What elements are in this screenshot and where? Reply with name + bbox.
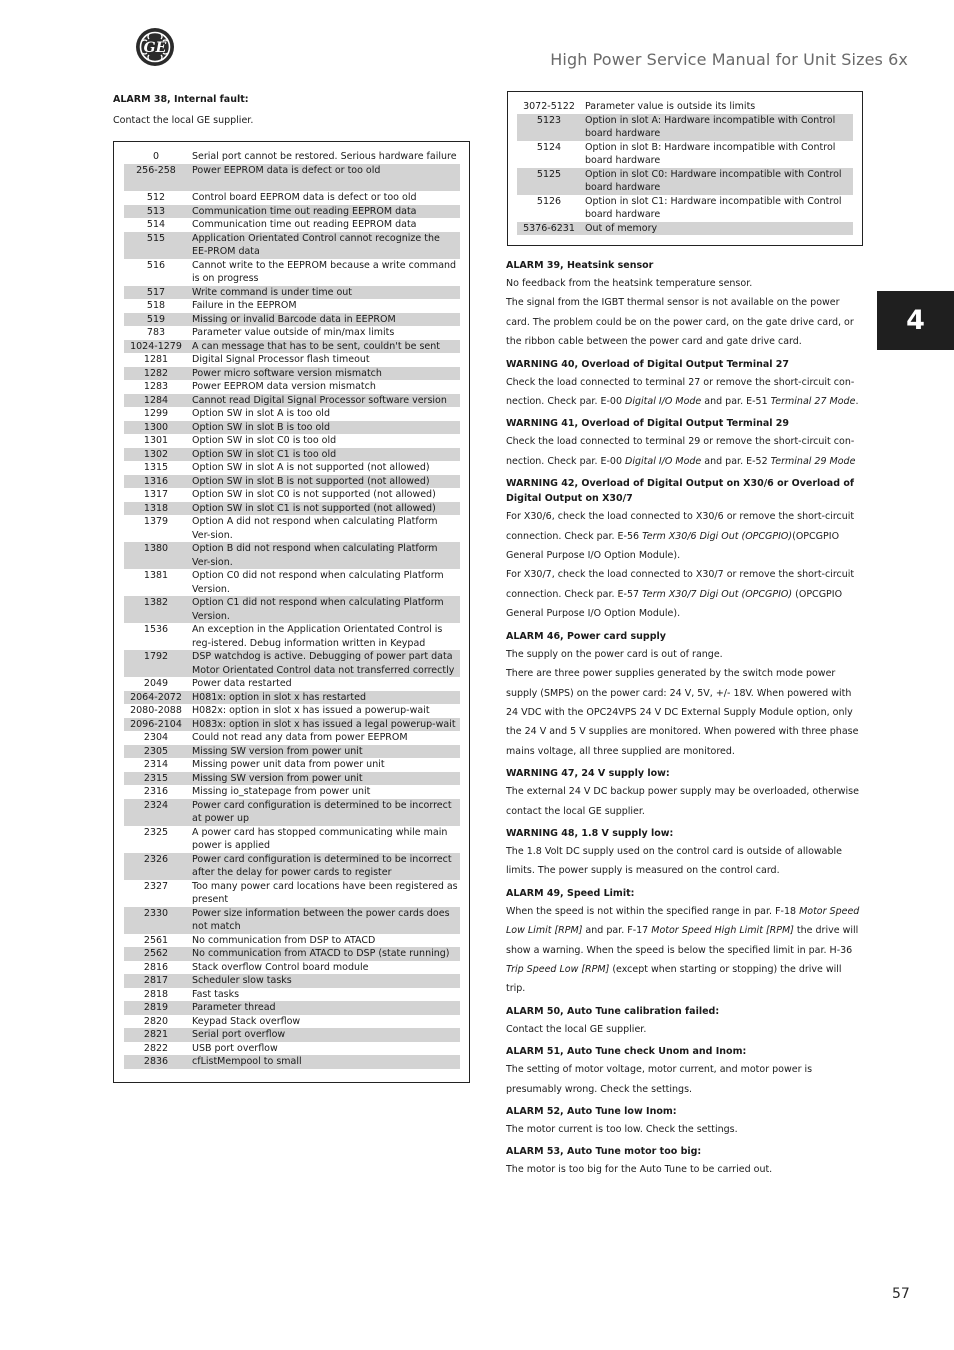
fault-code: 518: [146, 300, 166, 311]
table-row: [124, 164, 460, 192]
table-row: [124, 461, 460, 475]
table-row: [124, 1015, 460, 1029]
fault-description: Too many power card locations have been registered as present: [192, 880, 458, 905]
table-row: [124, 974, 460, 988]
text-run: No feedback from the heatsink temperature sensor.: [506, 278, 753, 289]
fault-code: 2305: [143, 745, 169, 757]
fault-code: 2818: [143, 988, 169, 1000]
fault-description: Option SW in slot C0 is too old: [192, 435, 337, 446]
fault-description: Option in slot A: Hardware incompatible with Control board hardware: [585, 114, 836, 139]
fault-description: Digital Signal Processor flash timeout: [192, 354, 370, 365]
text-run: There are three power supplies generated by the switch mode power supply (SMPS) on the power card: 24 V, 5V, +/- 18V. When powered with 24 VDC with the OPC24VPS 24 V DC External Supply Module option, only the 24 V and 5 V supplies are monitored. When powered with three phase mains voltage, all three supplied are monitored.: [506, 668, 859, 757]
text-run: The supply on the power card is out of range.: [506, 648, 723, 660]
table-row: [124, 704, 460, 718]
fault-description: Serial port overflow: [192, 1029, 286, 1040]
fault-description: Option C1 did not respond when calculating Platform Version.: [192, 597, 444, 622]
table-row: [124, 353, 460, 367]
table-row: [124, 259, 460, 286]
fault-code: 2064-2072: [130, 691, 182, 703]
text-run: and par. E-51: [701, 396, 771, 408]
fault-description: H081x: option in slot x has restarted: [192, 691, 367, 703]
fault-code: 1380: [143, 543, 169, 554]
fault-description: Parameter value is outside its limits: [585, 101, 756, 112]
fault-description: A power card has stopped communicating while main power is applied: [192, 826, 448, 851]
parameter-name: Term X30/7 Digi Out (OPCGPIO): [642, 588, 793, 600]
fault-description: Option in slot B: Hardware incompatible with Control board hardware: [585, 141, 836, 166]
fault-code: 2326: [143, 853, 169, 865]
table-row: [124, 880, 460, 907]
fault-code: 1302: [143, 448, 169, 460]
fault-description: Power card configuration is determined to be incorrect at power up: [192, 799, 452, 824]
table-row: [124, 475, 460, 489]
fault-code: 1315: [143, 462, 169, 473]
section-paragraph: [506, 645, 863, 664]
section-paragraph: [506, 1060, 863, 1099]
fault-description: Option SW in slot A is not supported (not allowed): [192, 462, 430, 473]
fault-code: 1379: [143, 516, 169, 527]
fault-description: H082x: option in slot x has issued a powerup-wait: [192, 705, 430, 716]
section-title: WARNING 42, Overload of Digital Output on X30/6 or Overload of Digital Output on X30/7: [506, 478, 854, 505]
table-row: [124, 232, 460, 259]
text-run: and par. E-52: [701, 455, 771, 467]
page-number: 57: [892, 1286, 910, 1302]
alarm-descriptions: [506, 258, 863, 1180]
table-row: [124, 218, 460, 232]
fault-description: No communication from DSP to ATACD: [192, 934, 376, 946]
table-row: [124, 596, 460, 623]
fault-description: Option SW in slot C1 is too old: [192, 448, 337, 460]
fault-description: An exception in the Application Orientated Control is reg-istered. Debug information written in Keypad: [192, 624, 443, 649]
table-row: [124, 758, 460, 772]
fault-code: 1318: [143, 502, 169, 514]
fault-code: 1282: [143, 367, 169, 379]
fault-code: 2325: [143, 826, 169, 838]
section-title: ALARM 39, Heatsink sensor: [506, 260, 654, 271]
fault-description: Control board EEPROM data is defect or too old: [192, 192, 417, 203]
text-run: and par. F-17: [582, 925, 652, 937]
fault-description: Parameter thread: [192, 1002, 276, 1013]
fault-description: Could not read any data from power EEPROM: [192, 732, 408, 743]
table-row: [124, 947, 460, 961]
fault-code: 2304: [143, 732, 169, 743]
fault-description: Write command is under time out: [192, 286, 353, 298]
table-row: [124, 191, 460, 205]
table-row: [517, 195, 853, 222]
section-paragraph: [506, 432, 863, 471]
text-run: (OPCGPIO General Purpose I/O Option Module).: [506, 588, 843, 620]
fault-code: 2816: [143, 961, 169, 973]
fault-description: A can message that has to be sent, couldn't be sent: [192, 340, 441, 352]
table-row: [124, 313, 460, 327]
table-row: [124, 907, 460, 934]
parameter-name: Trip Speed Low [RPM]: [506, 963, 610, 975]
fault-code: 5376-6231: [523, 222, 575, 234]
fault-code: 1317: [143, 489, 169, 500]
fault-code: 2817: [143, 975, 169, 986]
fault-description: USB port overflow: [192, 1042, 278, 1054]
text-run: The motor is too big for the Auto Tune to be carried out.: [506, 1164, 773, 1176]
section-paragraph: [506, 507, 863, 565]
fault-code: 515: [146, 232, 166, 244]
text-run: For X30/7, check the load connected to X30/7 or remove the short-circuit connection. Check par. E-57: [506, 569, 855, 600]
fault-code: 2324: [143, 799, 169, 811]
fault-code: 2049: [143, 678, 169, 689]
fault-code: 2096-2104: [130, 718, 182, 730]
table-row: [517, 168, 853, 195]
ge-logo: [136, 28, 174, 66]
fault-description: Power data restarted: [192, 678, 292, 689]
fault-description: Serial port cannot be restored. Serious hardware failure: [192, 151, 457, 162]
text-run: The external 24 V DC backup power supply may be overloaded, otherwise contact the local GE supplier.: [506, 786, 859, 817]
section-paragraph: [506, 274, 863, 293]
fault-code: 2820: [143, 1015, 169, 1027]
section-paragraph: [506, 565, 863, 623]
fault-description: DSP watchdog is active. Debugging of power part data Motor Orientated Control data not transferred correctly: [192, 651, 455, 676]
table-row: [124, 367, 460, 381]
internal-fault-codes-table-continued: [517, 100, 853, 235]
text-run: For X30/6, check the load connected to X30/6 or remove the short-circuit connection. Check par. E-56: [506, 511, 855, 542]
fault-code: 517: [146, 286, 166, 298]
fault-code: 1300: [143, 421, 169, 433]
fault-description: Power EEPROM data is defect or too old: [192, 164, 381, 176]
fault-code: 2836: [143, 1056, 169, 1067]
parameter-name: Terminal 29 Mode: [770, 455, 856, 467]
table-row: [124, 407, 460, 421]
fault-description: Option in slot C0: Hardware incompatible with Control board hardware: [585, 168, 842, 193]
table-row: [124, 799, 460, 826]
table-row: [124, 718, 460, 732]
table-row: [517, 100, 853, 114]
fault-description: Option SW in slot B is not supported (not allowed): [192, 475, 430, 487]
section-title: ALARM 53, Auto Tune motor too big:: [506, 1146, 702, 1158]
table-row: [124, 1055, 460, 1069]
table-row: [124, 434, 460, 448]
fault-description: Missing power unit data from power unit: [192, 759, 385, 770]
text-run: Check the load connected to terminal 27 or remove the short-circuit con-nection. Check par. E-00: [506, 376, 855, 408]
table-row: [124, 853, 460, 880]
table-row: [124, 826, 460, 853]
text-run: the drive will show a warning. When the speed is below the specified limit in par. H-36: [506, 925, 859, 956]
fault-code: 5125: [536, 168, 562, 180]
svg-text:GE: GE: [143, 40, 167, 56]
text-run: .: [855, 396, 859, 408]
fault-description: Option SW in slot B is too old: [192, 421, 330, 433]
fault-code: 513: [146, 205, 166, 217]
fault-code: 2315: [143, 772, 169, 784]
fault-description: No communication from ATACD to DSP (state running): [192, 948, 450, 959]
table-row: [517, 141, 853, 168]
text-run: Contact the local GE supplier.: [506, 1023, 647, 1035]
table-row: [124, 1001, 460, 1015]
chapter-tab: 4: [877, 291, 954, 350]
section-paragraph: [506, 842, 863, 881]
table-row: [124, 326, 460, 340]
parameter-name: Digital I/O Mode: [625, 455, 702, 467]
table-row: [124, 1028, 460, 1042]
table-row: [124, 150, 460, 164]
fault-code: 1024-1279: [130, 340, 182, 352]
fault-code: 516: [146, 259, 166, 271]
parameter-name: Terminal 27 Mode: [770, 396, 856, 408]
fault-description: Option SW in slot C0 is not supported (not allowed): [192, 489, 436, 500]
table-row: [124, 623, 460, 650]
text-run: The motor current is too low. Check the settings.: [506, 1124, 738, 1135]
fault-code: 1283: [143, 381, 169, 392]
section-paragraph: [506, 1160, 863, 1179]
section-paragraph: [506, 1120, 863, 1139]
section-paragraph: [506, 902, 863, 999]
fault-code: 2562: [143, 948, 169, 959]
table-row: [124, 488, 460, 502]
fault-description: Option SW in slot C1 is not supported (not allowed): [192, 502, 436, 514]
fault-code: 0: [152, 151, 160, 162]
fault-description: Cannot read Digital Signal Processor software version: [192, 394, 447, 406]
table-row: [124, 421, 460, 435]
table-row: [517, 222, 853, 236]
table-row: [124, 745, 460, 759]
fault-code: 1792: [143, 651, 169, 662]
fault-code: 519: [146, 313, 166, 325]
fault-code: 512: [146, 192, 166, 203]
fault-description: Out of memory: [585, 222, 658, 234]
table-row: [124, 650, 460, 677]
ge-monogram-icon: [136, 28, 174, 66]
fault-description: Option C0 did not respond when calculating Platform Version.: [192, 570, 444, 595]
table-row: [124, 1042, 460, 1056]
table-row: [124, 988, 460, 1002]
parameter-name: Motor Speed High Limit [RPM]: [651, 925, 794, 937]
fault-code: 1281: [143, 354, 169, 365]
fault-code: 1301: [143, 435, 169, 446]
table-row: [124, 731, 460, 745]
fault-code: 1381: [143, 570, 169, 581]
table-row: [124, 569, 460, 596]
parameter-name: Digital I/O Mode: [625, 396, 702, 408]
table-row: [124, 677, 460, 691]
table-row: [124, 286, 460, 300]
fault-description: cfListMempool to small: [192, 1056, 302, 1067]
fault-description: Communication time out reading EEPROM data: [192, 219, 417, 230]
fault-code: 1382: [143, 597, 169, 608]
table-row: [124, 448, 460, 462]
section-text: Contact the local GE supplier.: [113, 115, 254, 126]
fault-description: Stack overflow Control board module: [192, 961, 369, 973]
fault-code: 2822: [143, 1042, 169, 1054]
table-row: [124, 934, 460, 948]
section-title: ALARM 50, Auto Tune calibration failed:: [506, 1005, 720, 1017]
text-run: The setting of motor voltage, motor current, and motor power is presumably wrong. Check the settings.: [506, 1064, 813, 1095]
fault-code: 2821: [143, 1029, 169, 1040]
fault-code: 2819: [143, 1002, 169, 1013]
table-row: [124, 515, 460, 542]
section-title: ALARM 49, Speed Limit:: [506, 887, 635, 899]
section-paragraph: [506, 1020, 863, 1039]
section-paragraph: [506, 293, 863, 351]
section-title: WARNING 40, Overload of Digital Output Terminal 27: [506, 358, 790, 370]
text-run: Check the load connected to terminal 29 or remove the short-circuit con-nection. Check par. E-00: [506, 436, 855, 467]
section-title: WARNING 48, 1.8 V supply low:: [506, 827, 674, 839]
fault-code: 2327: [143, 880, 169, 892]
fault-description: Power EEPROM data version mismatch: [192, 381, 376, 392]
section-title: WARNING 47, 24 V supply low:: [506, 768, 670, 780]
fault-description: Power card configuration is determined to be incorrect after the delay for power cards to register: [192, 853, 452, 878]
fault-description: Failure in the EEPROM: [192, 300, 297, 311]
fault-code: 5123: [536, 114, 562, 126]
section-title: ALARM 51, Auto Tune check Unom and Inom:: [506, 1046, 747, 1058]
fault-code: 1536: [143, 624, 169, 635]
document-title: High Power Service Manual for Unit Sizes 6x: [550, 50, 908, 69]
fault-description: Power micro software version mismatch: [192, 367, 382, 379]
fault-code: 2561: [143, 934, 169, 946]
table-row: [124, 785, 460, 799]
fault-code: 1299: [143, 408, 169, 419]
fault-code: 783: [146, 327, 166, 338]
fault-description: Missing or invalid Barcode data in EEPROM: [192, 313, 396, 325]
fault-code: 5126: [536, 195, 562, 207]
fault-code: 2080-2088: [130, 705, 182, 716]
fault-description: H083x: option in slot x has issued a legal powerup-wait: [192, 718, 456, 730]
table-row: [517, 114, 853, 141]
table-row: [124, 340, 460, 354]
fault-description: Missing SW version from power unit: [192, 745, 363, 757]
table-row: [124, 961, 460, 975]
fault-description: Missing io_statepage from power unit: [192, 786, 371, 797]
table-row: [124, 299, 460, 313]
fault-code: 1284: [143, 394, 169, 406]
section-title: ALARM 46, Power card supply: [506, 630, 666, 642]
table-row: [124, 502, 460, 516]
section-title: ALARM 38, Internal fault:: [113, 94, 249, 105]
fault-code: 2314: [143, 759, 169, 770]
fault-description: Parameter value outside of min/max limits: [192, 327, 395, 338]
table-row: [124, 542, 460, 569]
internal-fault-codes-table: [124, 150, 460, 1069]
fault-description: Application Orientated Control cannot recognize the EE-PROM data: [192, 232, 440, 257]
parameter-name: Motor Speed Low Limit [RPM]: [506, 905, 860, 937]
fault-description: Fast tasks: [192, 988, 240, 1000]
text-run: The 1.8 Volt DC supply used on the control card is outside of allowable limits. The power supply is measured on the control card.: [506, 845, 843, 877]
fault-description: Option in slot C1: Hardware incompatible with Control board hardware: [585, 195, 842, 220]
section-title: ALARM 52, Auto Tune low Inom:: [506, 1106, 677, 1117]
fault-code: 256-258: [136, 164, 176, 176]
fault-code: 5124: [536, 141, 562, 153]
fault-code: 3072-5122: [523, 101, 575, 112]
fault-description: Keypad Stack overflow: [192, 1015, 301, 1027]
section-paragraph: [506, 782, 863, 821]
fault-description: Option SW in slot A is too old: [192, 408, 330, 419]
section-title: WARNING 41, Overload of Digital Output Terminal 29: [506, 418, 790, 430]
table-row: [124, 394, 460, 408]
section-paragraph: [506, 373, 863, 412]
fault-description: Cannot write to the EEPROM because a write command is on progress: [192, 259, 457, 284]
text-run: When the speed is not within the specified range in par. F-18: [506, 905, 800, 917]
fault-description: Communication time out reading EEPROM data: [192, 205, 417, 217]
text-run: (except when starting or stopping) the drive will trip.: [506, 963, 842, 995]
fault-description: Missing SW version from power unit: [192, 772, 363, 784]
fault-code: 1316: [143, 475, 169, 487]
table-row: [124, 772, 460, 786]
fault-code: 514: [146, 219, 166, 230]
alarm-38-section: [113, 93, 470, 130]
table-row: [124, 205, 460, 219]
fault-description: Scheduler slow tasks: [192, 975, 292, 986]
table-row: [124, 691, 460, 705]
text-run: (OPCGPIO General Purpose I/O Option Module).: [506, 530, 840, 562]
fault-code: 2316: [143, 786, 169, 797]
fault-description: Option B did not respond when calculating Platform Ver-sion.: [192, 543, 438, 568]
fault-code: 2330: [143, 907, 169, 919]
table-row: [124, 380, 460, 394]
text-run: The signal from the IGBT thermal sensor is not available on the power card. The problem could be on the power card, on the gate drive card, or the ribbon cable between the power card and gate drive card.: [506, 297, 854, 348]
fault-description: Option A did not respond when calculating Platform Ver-sion.: [192, 516, 438, 541]
section-paragraph: [506, 664, 863, 761]
fault-description: Power size information between the power cards does not match: [192, 907, 450, 932]
parameter-name: Term X30/6 Digi Out (OPCGPIO): [642, 530, 793, 542]
